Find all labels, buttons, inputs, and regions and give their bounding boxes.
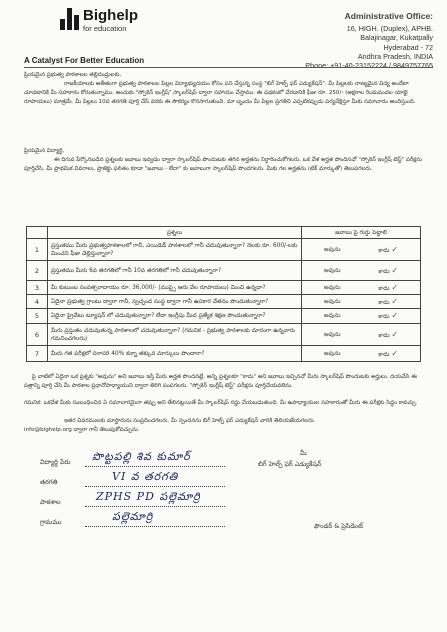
village-line: [85, 526, 225, 527]
yes-option[interactable]: అవును: [323, 298, 341, 305]
no-option[interactable]: కాదు ✓: [378, 311, 399, 320]
school-label: పాఠశాల: [40, 498, 61, 506]
question-text: ఏదైనా ప్రభుత్వ గ్రాంటు ద్వారా గానీ, స్వచ్ఛంద సంస్థ ద్వారా గానీ ఉపకార వేతనం పొందుతున్నారా?: [48, 295, 302, 309]
question-text: ప్రస్తుతము మీరు ప్రభుత్వపాఠశాలలో గానీ, ఎయిడెడ్ పాఠశాలలో గానీ చదువుతున్నారా? నెలకు రూ. 600/-లకు మించని ఫీజు చెల్లిస్తున్నారా?: [48, 239, 302, 261]
office-line: Balajinagar, Kukatpally: [360, 33, 433, 43]
tagline: A Catalyst For Better Education: [24, 56, 145, 65]
from-label: మీ: [300, 449, 307, 457]
result-paragraph: పై వాటిలో ఏదైనా ఒక ప్రశ్నకు "అవును" అని జవాబు ఇస్తే మీరు అర్హత పొందనట్లే. అన్ని ప్రశ్నలకూ "కాదు" అని జవాబు ఇచ్చినచో మీరు స్కాలర్‌షిప్ పొందుటకు అర్హులు. దయచేసి ఈ పత్రాన్ని పూర్తి చేసి మీ పాఠశాల ప్రధానోపాధ్యాయుని ద్వారా తిరిగి పంపగలరు. "స్పోకెన్ ఇంగ్లీష్ టెస్ట్" పరీక్షను పూర్తిచేయవలెను.: [24, 374, 417, 389]
contact-email: info@bighelp.org ద్వారా గానీ తెలుపుకోవచ్చును.: [24, 427, 140, 433]
bighelp-logo-icon: [60, 8, 80, 30]
row-number: 7: [27, 346, 48, 362]
eligibility-table: [26, 226, 421, 362]
table-row: [27, 261, 421, 281]
table-row: [27, 346, 421, 362]
office-phone: Phone: +91-40-23152224 / 9849757765: [305, 61, 433, 71]
question-text: ప్రస్తుతము మీరు 6వ తరగతిలో గానీ 10వ తరగతిలో గానీ చదువుతున్నారా?: [48, 261, 302, 281]
checkmark-icon: ✓: [391, 311, 399, 320]
table-row: [27, 295, 421, 309]
no-option[interactable]: కాదు ✓: [378, 296, 399, 306]
row-number: 1: [27, 239, 48, 261]
salutation-parents: ప్రియమైన ప్రభుత్వ పాఠశాలల తల్లిదండ్రులకు,: [24, 72, 122, 78]
table-row: [27, 281, 421, 295]
student-name-label: విద్యార్థి పేరు: [40, 458, 71, 466]
question-text: మీ కుటుంబ సంవత్సరాదాయం రూ. 36,000/- (ముప్పై ఆరు వేల రూపాయలు) మించి ఉన్నదా?: [48, 281, 302, 295]
yes-option[interactable]: అవును: [323, 267, 341, 274]
note-paragraph: గమనిక: ఒకవేళ మీకు సంబంధించిన ఏ సమాచారమైనా తప్పు అని తేలినట్లయితే మీ స్కాలర్‌షిప్ రద్దు చేయబడుతుంది. మీ ఉపాధ్యాయుల సహకారంతో మీరు ఈ పరీక్షకు సిద్ధం కావచ్చు.: [24, 400, 418, 406]
school-line: [85, 506, 225, 507]
brand-subtitle: for education: [83, 24, 127, 33]
student-name-field[interactable]: పొట్టపల్లి శివ కుమార్: [92, 450, 191, 463]
table-row: [27, 309, 421, 324]
class-field[interactable]: VI వ తరగతి: [112, 470, 179, 483]
office-title: Administrative Office:: [344, 11, 433, 21]
office-address: [243, 12, 433, 70]
question-text: మీరు గత పరీక్షలో సరాసరి 40% కన్నా తక్కువ మార్కులు పొందారా?: [48, 346, 302, 362]
questions-header: ప్రశ్నలు: [48, 227, 302, 239]
no-option[interactable]: కాదు ✓: [378, 265, 399, 275]
no-option[interactable]: కాదు ✓: [378, 244, 399, 254]
office-line: Andhra Pradesh, INDIA: [357, 51, 433, 61]
village-label: గ్రామము: [40, 518, 62, 526]
row-number: 2: [27, 261, 48, 281]
row-number: 3: [27, 281, 48, 295]
contact-paragraph: ఇతర వివరములకు మాస్టారును సంప్రదించగలరు. మీ స్పందనను బిగ్ హెల్ప్ ఫర్ ఎడ్యుకేషన్ వారికి తెలియజేయగలరు.: [64, 418, 316, 424]
table-header-row: [27, 227, 421, 239]
org-label: బిగ్ హెల్ప్ ఫర్ ఎడ్యుకేషన్: [258, 460, 322, 468]
salutation-student: ప్రియమైన విద్యార్థి,: [24, 148, 65, 154]
table-row: [27, 324, 421, 346]
checkmark-icon: ✓: [391, 329, 399, 339]
checkmark-icon: ✓: [391, 244, 399, 254]
intro-paragraph: రాజకీయాలకు అతీతంగా ప్రభుత్వ పాఠశాలల పిల్లల విద్యాభ్యుదయం కోసం పని చేస్తున్న సంస్థ "బిగ్ హెల్ప్ ఫర్ ఎడ్యుకేషన్". మీ పిల్లలకు నాణ్యమైన విద్య అందేలా చూడటానికి మీ సహకారం కోరుతున్నాము. అందుకు "స్పోకెన్ ఇంగ్లీష్" స్కాలర్‌షిప్ ద్వారా సహాయం చేస్తాము. ఈ పథకంలో చేరడానికి ఫీజు రూ. 250/- (అక్షరాల రెండువందల యాభై రూపాయలు) మాత్రమే. మీ పిల్లలు 10వ తరగతి పూర్తి చేసే వరకు ఈ సౌకర్యం కొనసాగుతుంది. మా బృందం మీ పిల్లల ప్రగతిని ఎప్పటికప్పుడు పర్యవేక్షిస్తూ మీకు సమాచారం అందిస్తుంది.: [24, 81, 416, 105]
brand-name: Bighelp: [83, 7, 138, 24]
no-option[interactable]: కాదు ✓: [378, 348, 399, 358]
checkmark-icon: ✓: [391, 296, 399, 306]
yes-option[interactable]: అవును: [323, 284, 341, 291]
yes-option[interactable]: అవును: [323, 246, 341, 253]
question-text: ఏదైనా ప్రైవేటు ట్యూషన్ లో చదువుతున్నారా? లేదా ఇంగ్లీషు మీద ప్రత్యేక శిక్షణ పొందుతున్నారా?: [48, 309, 302, 324]
instructions-paragraph: ఈ దిగువ పేర్కొనబడిన ప్రశ్నలకు జవాబు ఇవ్వడం ద్వారా స్కాలర్‌షిప్ పొందుటకు తగిన అర్హతను నిర్ధారించుకోగలరు. ఒక వేళ అర్హత పొందినచో "స్పోకెన్ ఇంగ్లీష్ టెస్ట్" పరీక్షను పూర్తిచేసి, మీ ప్రాథమిక వివరాలు, ప్రాజెక్టు ఫలితం కూడా "జవాబు - లేదా" కు జవాబుగా స్కాలర్‌షిప్ పొందగలరు. మీకు గల అర్హతను (టిక్ మార్కుతో) తెలుపగలరు.: [24, 157, 423, 172]
checkmark-icon: ✓: [391, 265, 399, 275]
class-label: తరగతి: [40, 478, 58, 486]
founder-label: ఫౌండర్ & ప్రెసిడెంట్: [314, 522, 364, 530]
student-name-line: [85, 466, 225, 467]
checkmark-icon: ✓: [391, 282, 399, 292]
village-field[interactable]: పల్లెమార్రి: [112, 510, 154, 523]
office-line: Hyderabad - 72: [383, 42, 433, 52]
yes-option[interactable]: అవును: [323, 313, 341, 319]
answer-header: జవాబు పై గుర్తు పెట్టాలి: [302, 227, 421, 239]
table-row: [27, 239, 421, 261]
class-line: [85, 486, 225, 487]
row-number: 6: [27, 324, 48, 346]
header-divider: [24, 67, 433, 68]
yes-option[interactable]: అవును: [323, 350, 341, 357]
yes-option[interactable]: అవును: [323, 331, 341, 338]
row-number: 4: [27, 295, 48, 309]
row-number: 5: [27, 309, 48, 324]
no-option[interactable]: కాదు ✓: [378, 282, 399, 292]
no-option[interactable]: కాదు ✓: [378, 329, 399, 339]
logo: [60, 8, 138, 33]
question-text: మీరు ప్రస్తుతం చదువుతున్న పాఠశాలలో చదువుతున్నారా? (గమనిక - ప్రభుత్వ పాఠశాలకు దూరంగా ఉన్నవారు గమనించగలరు): [48, 324, 302, 346]
school-field[interactable]: ZPHS PD పల్లెమార్రి: [96, 490, 201, 503]
office-line: 16, HIGH. (Duplex), APHB.: [346, 24, 433, 34]
checkmark-icon: ✓: [391, 348, 399, 358]
